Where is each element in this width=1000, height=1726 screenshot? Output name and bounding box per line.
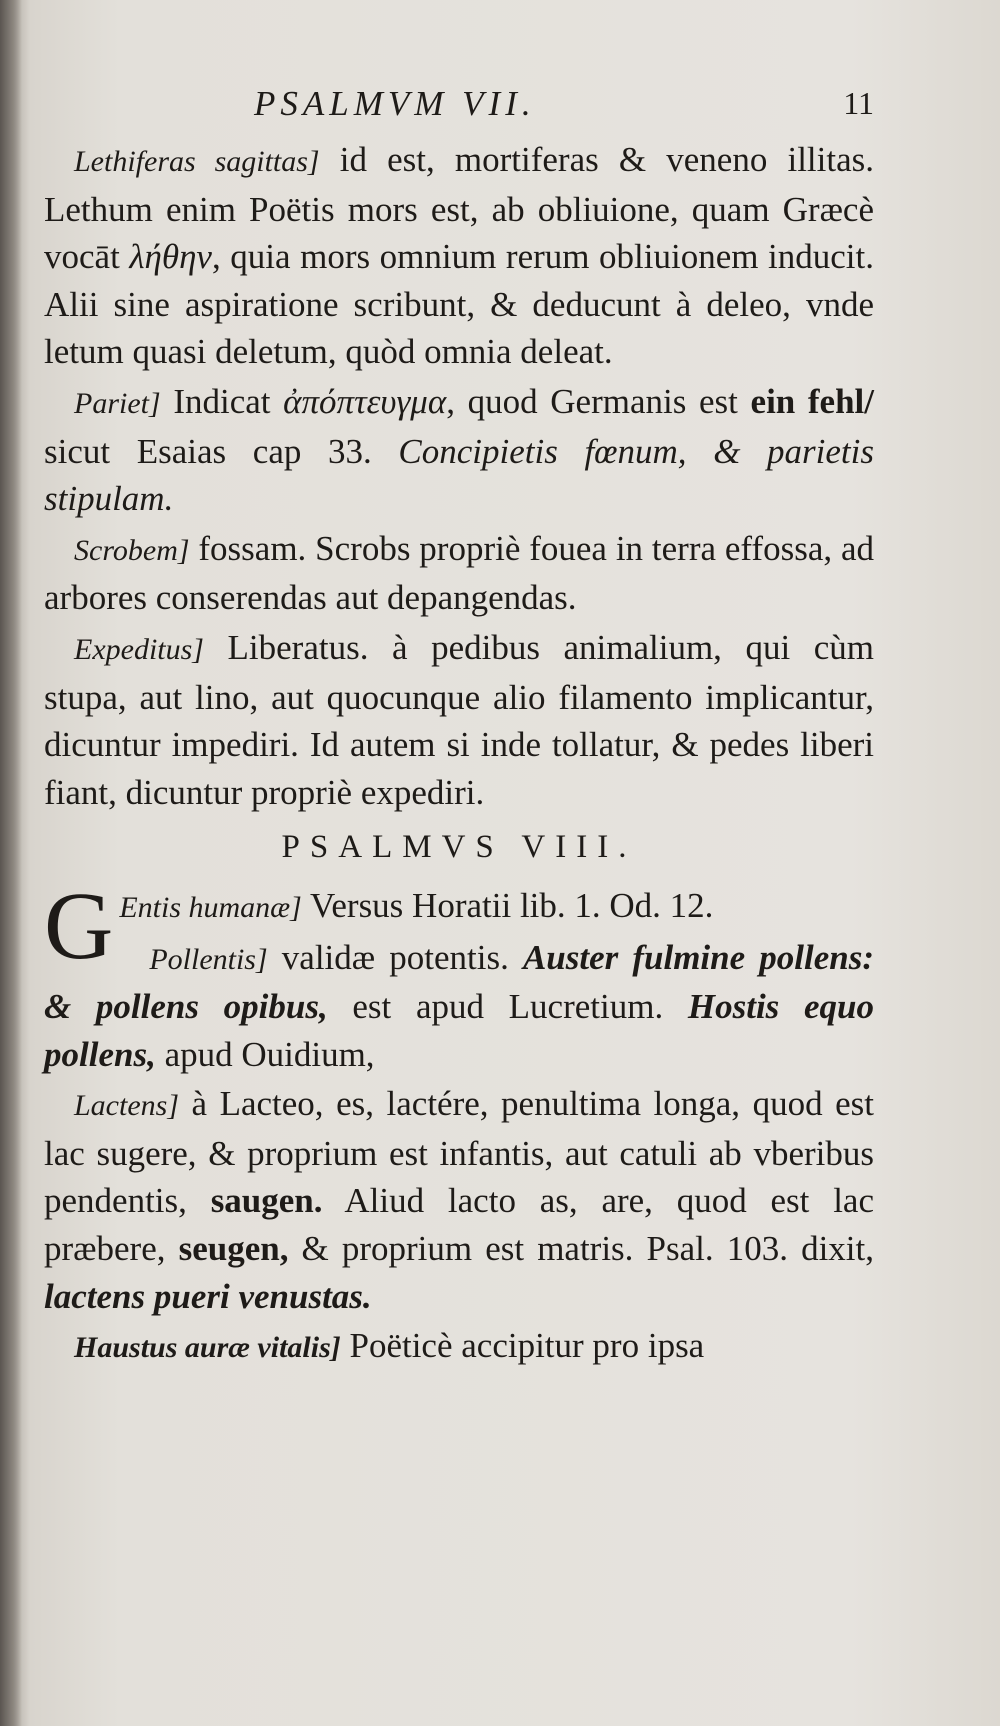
german-word: saugen. <box>210 1181 323 1221</box>
paragraph-pariet <box>44 378 874 523</box>
citation: Hostis equo pollens, <box>44 987 874 1074</box>
lemma: Pollentis] <box>149 942 268 976</box>
paragraph-expeditus <box>44 624 874 816</box>
paragraph-text: id est, mortiferas & veneno illitas. Lethum enim Poëtis mors est, ab obliuione, quam Græcè vocāt <box>44 140 874 277</box>
paragraph-text: Versus Horatii lib. 1. Od. 12. <box>301 885 714 925</box>
drop-cap: G <box>44 871 114 979</box>
section-title: PSALMVS VIII. <box>281 829 637 866</box>
paragraph-text: , quod Germanis est <box>446 381 751 421</box>
lemma: Entis humanæ] <box>119 890 302 924</box>
paragraph-lactens <box>44 1080 874 1320</box>
paragraph-text: apud Ouidium, <box>155 1034 375 1074</box>
lemma: Haustus auræ vitalis] <box>74 1331 341 1365</box>
paragraph-pollentis <box>44 934 874 1079</box>
greek-word: ἀπόπτευγμα <box>283 381 447 421</box>
paragraph-lethiferas <box>44 136 874 376</box>
text-block <box>44 80 874 1374</box>
paragraph-text: fossam. Scrobs propriè fouea in terra effossa, ad arbores conserendas aut depangendas. <box>44 528 874 618</box>
lemma: Scrobem] <box>74 533 190 567</box>
paragraph-scrobem <box>44 525 874 622</box>
paragraph-haustus <box>44 1322 874 1372</box>
lemma: Lethiferas sagittas] <box>74 145 320 178</box>
paragraph-text: & proprium est matris. Psal. 103. dixit, <box>288 1229 874 1269</box>
german-word: ein fehl/ <box>750 381 875 421</box>
paragraph-text: à Lacteo, es, lactére, penultima longa, quod est lac sugere, & proprium est infantis, aut catuli ab vberibus pendentis, <box>44 1084 874 1221</box>
page-number: 11 <box>843 85 874 121</box>
paragraph-text: Indicat <box>160 381 284 421</box>
lemma: Pariet] <box>74 386 161 420</box>
citation: Concipietis fœnum, & parietis stipulam. <box>44 431 874 519</box>
greek-word: λήθην <box>129 237 212 277</box>
running-title: PSALMVM VII. <box>254 84 536 123</box>
paragraph-text: Poëticè accipitur pro ipsa <box>340 1326 705 1366</box>
running-head <box>44 80 874 136</box>
lemma: Lactens] <box>74 1089 179 1123</box>
paragraph-text: validæ potentis. <box>267 937 523 977</box>
citation: lactens pueri venustas. <box>44 1276 372 1316</box>
paragraph-text: sicut Esaias cap 33. <box>44 431 399 471</box>
german-word: seugen, <box>178 1229 289 1269</box>
paragraph-text: Liberatus. à pedibus animalium, qui cùm stupa, aut lino, aut quocunque alio filamento implicantur, dicuntur impediri. Id autem si inde tollatur, & pedes liberi fiant, dicuntur propriè expediri. <box>44 627 874 812</box>
citation: Auster fulmine pollens: & pollens opibus, <box>44 937 875 1027</box>
paragraph-text: , quia mors omnium rerum obliuionem inducit. Alii sine aspiratione scribunt, & deducunt à deleo, vnde letum quasi deletum, quòd omnia deleat. <box>44 237 874 372</box>
paragraph-text: est apud Lucretium. <box>327 987 688 1027</box>
paragraph-text: Aliud lacto as, are, quod est lac præbere, <box>44 1181 874 1269</box>
book-binding-shadow <box>0 0 22 1726</box>
lemma: Expeditus] <box>74 632 204 666</box>
